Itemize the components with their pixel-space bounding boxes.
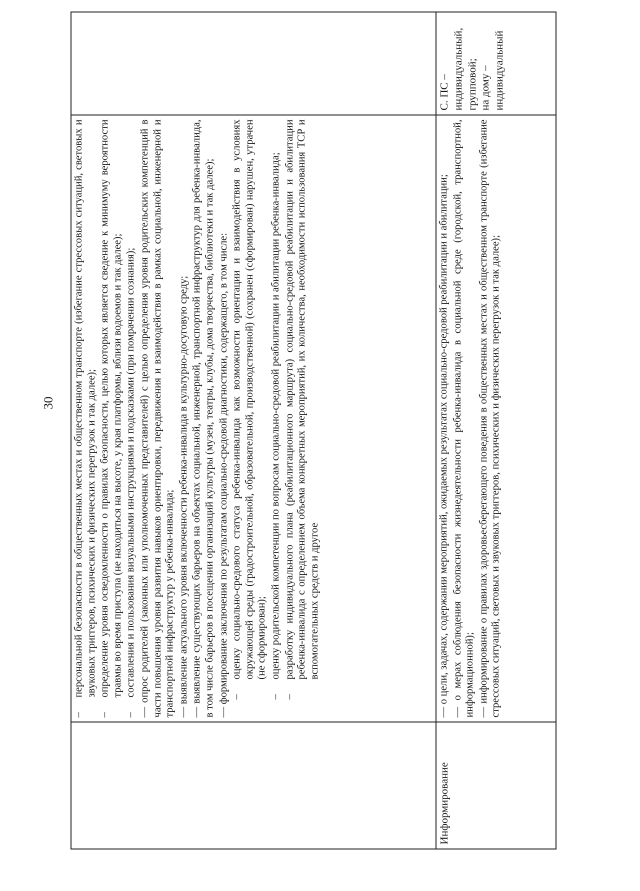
- row-form-cell: [436, 12, 556, 115]
- sub-list-item: [284, 120, 322, 718]
- sub-list-item: [232, 120, 270, 718]
- dash-marker: –: [125, 712, 137, 718]
- list-item-text: составления и пользования визуальными инструкциями и подсказками (при помрачении сознания);: [125, 247, 137, 698]
- row-head-cell: [71, 722, 436, 849]
- table-row: [436, 12, 556, 849]
- paragraph: — формирование заключения по результатам социально-средовой диагностики, содержащего, в том числе:: [218, 232, 230, 718]
- form-line: индивидуальный,: [452, 27, 465, 111]
- dash-marker: –: [231, 694, 243, 700]
- row-head-label: Информирование: [438, 762, 451, 845]
- list-item: [100, 120, 125, 718]
- row-content-cell: [71, 115, 436, 722]
- row-form-cell: [71, 12, 436, 115]
- sub-list-item-text: оценку родительской компетенции по вопросам социально-средовой реабилитации и абилитации ребенка-инвалида;: [270, 152, 282, 680]
- row-content-cell: [436, 115, 556, 722]
- paragraph: — опрос родителей (законных или уполномоченных представителей) с целью определения уровня родительских компетенций в части повышения уровня развития навыков ориентировки, передвижения и взаимодействия в рамках социальной, инженерной и транспортной инфраструктур у ребенка-инвалида;: [139, 119, 176, 718]
- rotated-page-content: [71, 27, 546, 850]
- sub-list-item-text: оценку социально-средового статуса ребенка-инвалида как возможности ориентации и взаимодействия в условиях окружающей среды (градостроительной, образовательной, производственной) (сохранен (сформирован) нарушен, утрачен (не сформирован);: [231, 119, 268, 680]
- dash-marker: –: [99, 712, 111, 718]
- form-line: групповой;: [466, 58, 478, 111]
- paragraph: — информирование о правилах здоровьесберегающего поведения в общественных местах и общественном транспорте (избегание стрессовых ситуаций, световых и звуковых триггеров, психических и физических перегрузок и так далее);: [478, 119, 502, 718]
- page-number: 30: [40, 396, 56, 410]
- sub-list-item: [270, 120, 283, 718]
- list-item: [126, 120, 139, 718]
- paragraph: — выявление существующих барьеров на объектах социальной, инженерной, транспортной инфраструктур для ребенка-инвалида, в том числе барьеров в посещении организаций культуры (музеи, театры, клубы, дома творчества, библиотеки и так далее);: [191, 119, 216, 718]
- list-item-text: персональной безопасности в общественных местах и общественном транспорте (избегание стрессовых ситуаций, световых и звуковых триггеров, психических и физических перегрузок и так далее);: [73, 119, 98, 698]
- table-row: [71, 12, 436, 849]
- list-item: [74, 120, 99, 718]
- paragraph: — выявление актуального уровня включенности ребенка-инвалида в культурно-досуговую среду;: [178, 275, 190, 718]
- dash-marker: –: [270, 694, 282, 700]
- sub-list-item-text: разработку индивидуального плана (реабилитационного маршрута) социально-средовой реабилитации и абилитации ребенка-инвалида с определением объема конкретных мероприятий, их количества, необходимости использования ТСР и вспомогательных средств и другое: [284, 119, 321, 680]
- row-head-cell: [436, 722, 556, 849]
- form-line: на дому –: [479, 65, 492, 111]
- form-line: С. ПС –: [438, 74, 451, 111]
- paragraph: — о мерах соблюдения безопасности жизнедеятельности ребенка-инвалида в социальной среде (городской, транспортной, информационной);: [452, 119, 476, 718]
- paragraph: — о цели, задачах, содержании мероприятий, ожидаемых результатах социально-средовой реабилитации и абилитации;: [438, 174, 450, 718]
- form-line: индивидуальный: [493, 30, 506, 111]
- list-item-text: определение уровня осведомленности о правилах безопасности, целью которых является сведение к минимуму вероятности травмы во время приступа (не находиться на высоте, у края платформы, вблизи водоемов и так далее);: [99, 119, 124, 698]
- dash-marker: –: [73, 712, 85, 718]
- dash-marker: –: [284, 694, 295, 700]
- services-table: [71, 12, 557, 850]
